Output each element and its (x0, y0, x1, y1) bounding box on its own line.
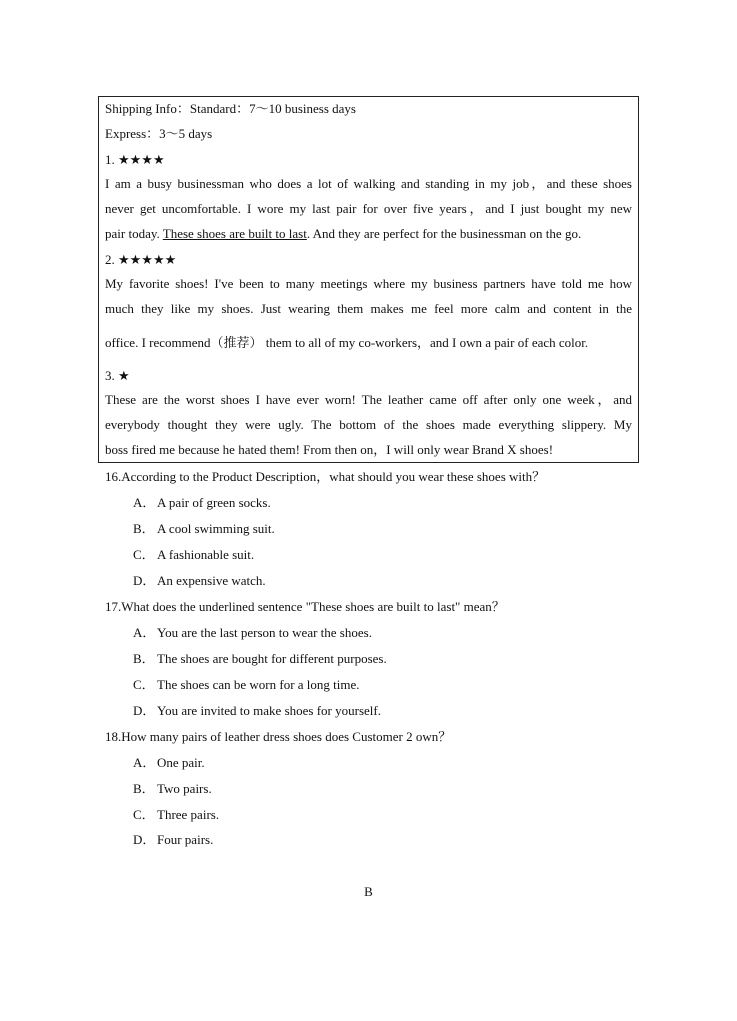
review-2-stars: ★★★★★ (118, 252, 177, 267)
question-18: 18.How many pairs of leather dress shoes does Customer 2 own？ (105, 729, 452, 744)
q18-option-d[interactable]: D． Four pairs. (133, 832, 214, 847)
q18-option-b[interactable]: B． Two pairs. (133, 781, 212, 796)
shipping-info: Shipping Info：Standard：7～10 business days (105, 101, 356, 116)
q17-option-a[interactable]: A． You are the last person to wear the shoes. (133, 625, 372, 640)
review-2-line-1: My favorite shoes! I've been to many meetings where my business partners have told me how (105, 276, 632, 291)
q17-option-b[interactable]: B． The shoes are bought for different purposes. (133, 651, 387, 666)
q17-option-d[interactable]: D． You are invited to make shoes for yourself. (133, 703, 381, 718)
review-1-rating (105, 152, 165, 168)
q16-option-c[interactable]: C． A fashionable suit. (133, 547, 255, 562)
review-3-rating (105, 368, 130, 384)
review-1-line-3: pair today. These shoes are built to last. And they are perfect for the businessman on the go. (105, 226, 582, 241)
question-16: 16.According to the Product Description，what should you wear these shoes with？ (105, 469, 546, 484)
review-2-rating (105, 252, 176, 268)
q16-option-d[interactable]: D． An expensive watch. (133, 573, 266, 588)
review-3-line-3: boss fired me because he hated them! From then on，I will only wear Brand X shoes! (105, 442, 554, 457)
review-3-line-1: These are the worst shoes I have ever worn! The leather came off after only one week，and (105, 392, 632, 407)
review-2-number: 2. (105, 252, 115, 267)
review-3-stars: ★ (118, 368, 130, 383)
review-2-line-2: much they like my shoes. Just wearing them makes me feel more calm and content in the (105, 301, 632, 316)
express-info: Express：3～5 days (105, 126, 213, 141)
review-1-number: 1. (105, 152, 115, 167)
review-1-line-1: I am a busy businessman who does a lot of walking and standing in my job，and these shoes (105, 176, 632, 191)
q16-option-b[interactable]: B． A cool swimming suit. (133, 521, 275, 536)
q17-option-c[interactable]: C． The shoes can be worn for a long time. (133, 677, 360, 692)
q18-option-a[interactable]: A． One pair. (133, 755, 205, 770)
question-17: 17.What does the underlined sentence "These shoes are built to last" mean？ (105, 599, 505, 614)
q18-option-c[interactable]: C． Three pairs. (133, 807, 220, 822)
review-3-number: 3. (105, 368, 115, 383)
q16-option-a[interactable]: A． A pair of green socks. (133, 495, 271, 510)
review-3-line-2: everybody thought they were ugly. The bottom of the shoes made everything slippery. My (105, 417, 632, 432)
review-1-stars: ★★★★ (118, 152, 165, 167)
underlined-sentence: These shoes are built to last (162, 226, 307, 241)
review-2-line-3: office. I recommend（推荐） them to all of my co-workers，and I own a pair of each color. (105, 335, 589, 350)
review-1-line-2: never get uncomfortable. I wore my last pair for over five years，and I just bought my new (105, 201, 632, 216)
section-label: B (364, 884, 373, 899)
